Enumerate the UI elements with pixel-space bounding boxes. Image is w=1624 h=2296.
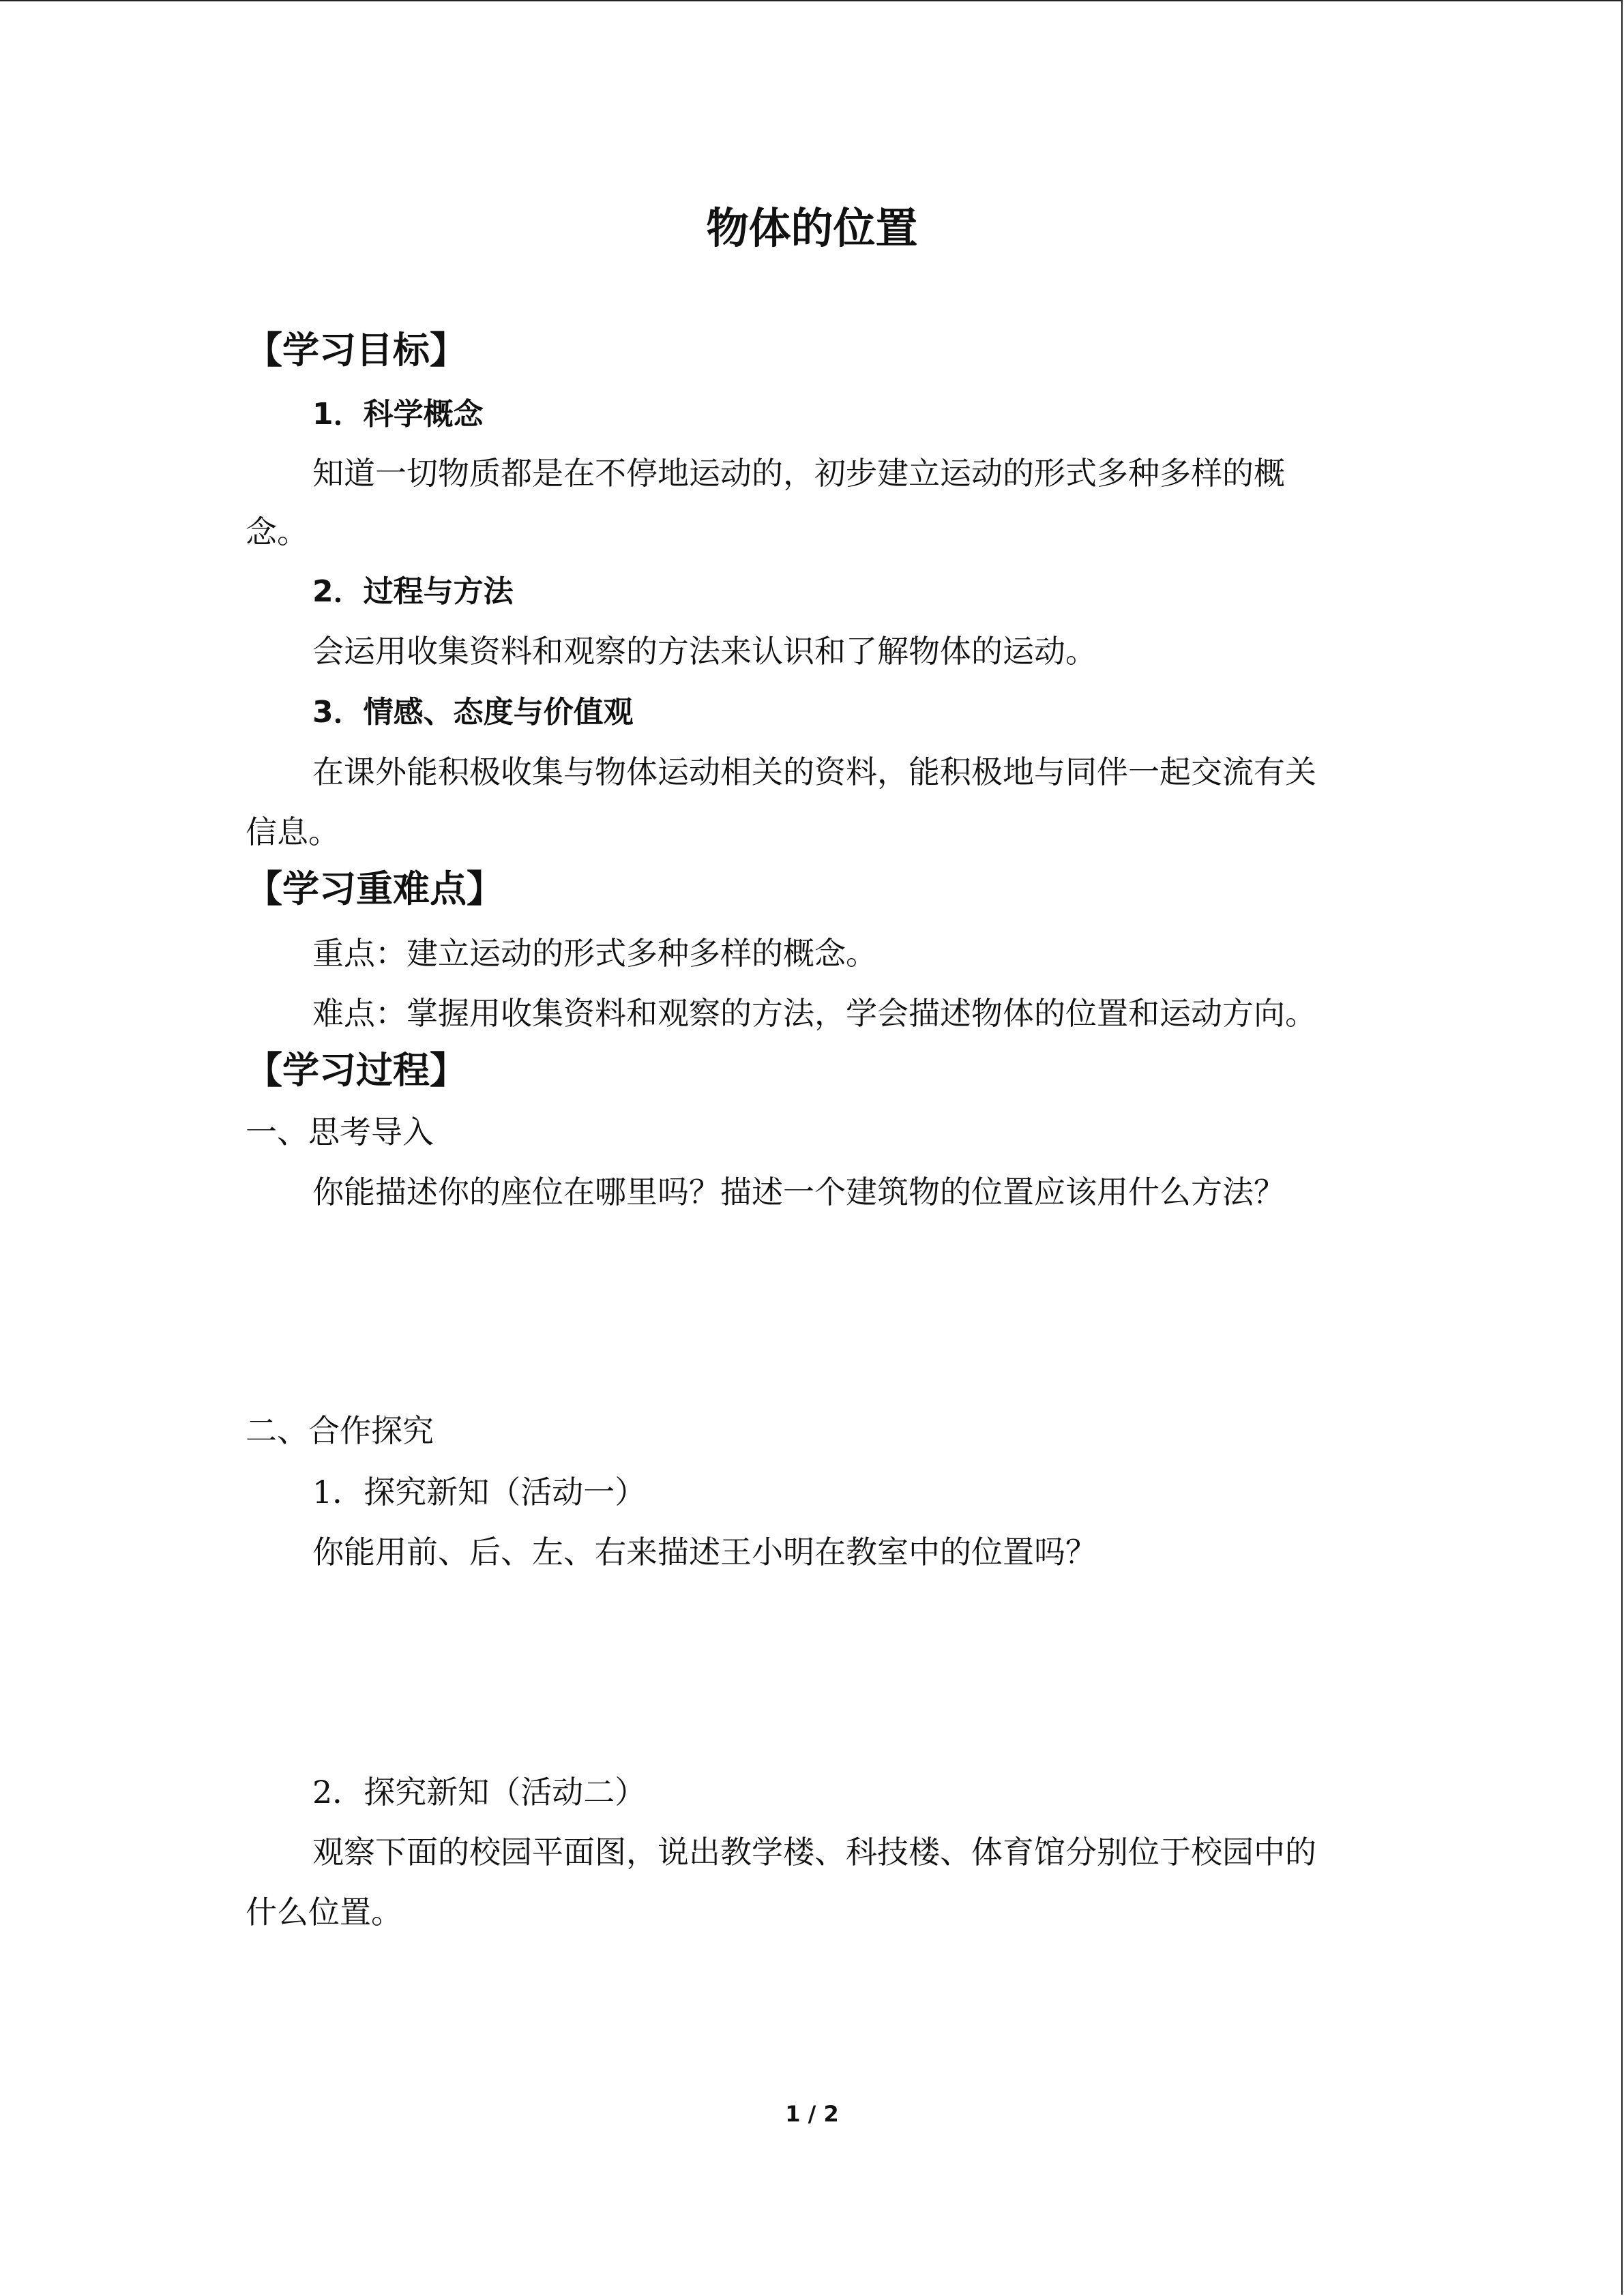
part-1-question: 你能描述你的座位在哪里吗？描述一个建筑物的位置应该用什么方法？ xyxy=(312,1174,1285,1210)
activity-1-title: 1．探究新知（活动一） xyxy=(312,1474,647,1510)
objective-3-text: 在课外能积极收集与物体运动相关的资料，能积极地与同伴一起交流有关 xyxy=(312,754,1316,790)
activity-2-question: 观察下面的校园平面图，说出教学楼、科技楼、体育馆分别位于校园中的 xyxy=(312,1834,1316,1870)
document-title: 物体的位置 xyxy=(706,203,918,253)
process-heading: 【学习过程】 xyxy=(246,1049,467,1092)
objective-2-title: 2．过程与方法 xyxy=(312,574,514,609)
part-2-title: 二、合作探究 xyxy=(246,1412,434,1449)
objective-1-text: 知道一切物质都是在不停地运动的，初步建立运动的形式多种多样的概 xyxy=(312,455,1285,492)
objectives-heading: 【学习目标】 xyxy=(246,329,467,372)
difficult-point-text: 难点：掌握用收集资料和观察的方法，学会描述物体的位置和运动方向。 xyxy=(312,995,1316,1032)
objective-3-text-continued: 信息。 xyxy=(246,814,340,850)
activity-1-question: 你能用前、后、左、右来描述王小明在教室中的位置吗？ xyxy=(312,1534,1097,1570)
key-point-text: 重点：建立运动的形式多种多样的概念。 xyxy=(312,935,877,972)
activity-2-title: 2．探究新知（活动二） xyxy=(312,1774,647,1810)
activity-2-question-continued: 什么位置。 xyxy=(246,1894,402,1930)
objective-1-title: 1．科学概念 xyxy=(312,397,484,432)
objective-3-title: 3．情感、态度与价值观 xyxy=(312,695,634,730)
page-number: 1 / 2 xyxy=(785,2101,839,2127)
key-points-heading: 【学习重难点】 xyxy=(246,867,503,910)
objective-2-text: 会运用收集资料和观察的方法来认识和了解物体的运动。 xyxy=(312,633,1097,670)
part-1-title: 一、思考导入 xyxy=(246,1114,434,1150)
objective-1-text-continued: 念。 xyxy=(246,513,308,550)
